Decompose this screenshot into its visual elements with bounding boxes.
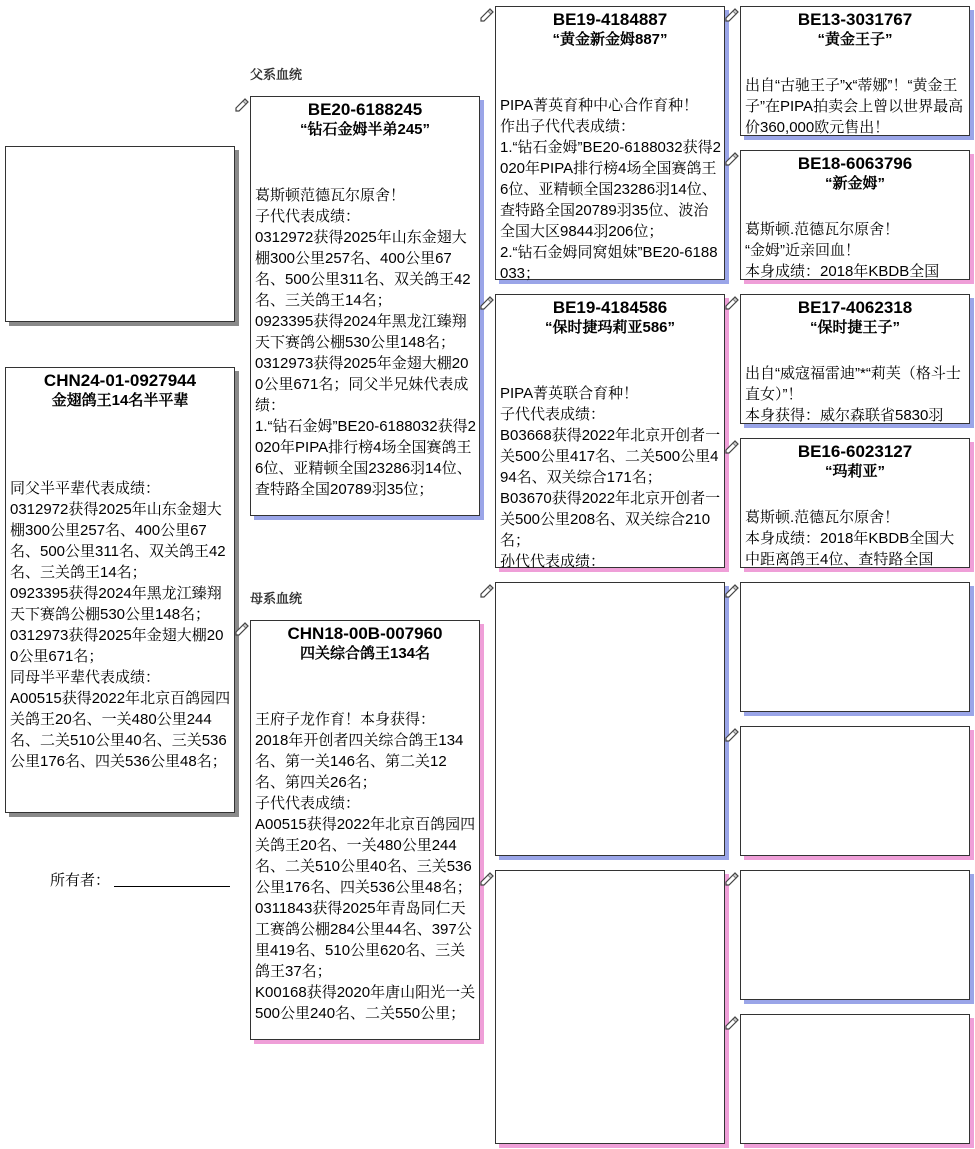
pigeon-photo-frame [5, 146, 235, 322]
ssd-card [740, 150, 970, 280]
dsd-card [740, 726, 970, 856]
edit-pencil-icon[interactable] [724, 584, 739, 599]
sss-ring-number: BE13-3031767 [797, 10, 913, 29]
dam-card [250, 620, 480, 1040]
dam-name: 四关综合鸽王134名 [299, 645, 431, 662]
sire-dam-ring-number: BE19-4184586 [552, 298, 668, 317]
sdd-card [740, 438, 970, 568]
sire-name: “钻石金姆半弟245” [299, 121, 431, 138]
dam-dam-card [495, 870, 725, 1144]
edit-pencil-icon[interactable] [724, 152, 739, 167]
ddd-card [740, 1014, 970, 1144]
dds-card [740, 870, 970, 1000]
edit-pencil-icon[interactable] [479, 584, 494, 599]
ssd-ring-number: BE18-6063796 [797, 154, 913, 173]
sire-sire-card [495, 6, 725, 280]
sire-dam-card [495, 294, 725, 568]
sdd-description: 葛斯顿.范德瓦尔原舍！ 本身成绩：2018年KBDB全国大中距离鸽王4位、查特路全国 [745, 509, 955, 568]
sire-sire-ring-number: BE19-4184887 [552, 10, 668, 29]
subject-card [5, 367, 235, 813]
ssd-description: 葛斯顿.范德瓦尔原舍！ “金姆”近亲回血！ 本身成绩：2018年KBDB全国 [745, 221, 940, 280]
owner-label: 所有者： [50, 872, 111, 889]
edit-pencil-icon[interactable] [234, 98, 249, 113]
subject-name: 金翅鸽王14名半平辈 [51, 392, 189, 409]
subject-description: 同父半平辈代表成绩： 0312972获得2025年山东金翅大棚300公里257名、400公里67名、500公里311名、双关鸽王42名、三关鸽王14名； 0923395获得2024年黑龙江臻翔天下赛鸽公棚530公里148名； 0312973获得2025年金翅大棚200公里671名； 同母半平辈代表成绩： A00515获得2022年北京百鸽园四关鸽王20名、一关480公里244名、二关510公里40名、三关536公里176名、四关536公里48名； [10, 480, 231, 770]
sire-dam-description: PIPA菁英联合育种！ 子代代表成绩： B03668获得2022年北京开创者一关500公里417名、二关500公里494名、双关综合171名； B03670获得2022年北京开创者一关500公里208名、双关综合210名； 孙代代表成绩： [500, 385, 721, 570]
edit-pencil-icon[interactable] [724, 296, 739, 311]
edit-pencil-icon[interactable] [479, 872, 494, 887]
edit-pencil-icon[interactable] [724, 872, 739, 887]
edit-pencil-icon[interactable] [479, 8, 494, 23]
sire-line-label: 父系血统 [250, 67, 303, 82]
dam-line-label: 母系血统 [250, 591, 303, 606]
dss-card [740, 582, 970, 712]
ssd-name: “新金姆” [824, 175, 885, 192]
sds-name: “保时捷王子” [809, 319, 900, 336]
sire-sire-name: “黄金新金姆887” [552, 31, 668, 48]
owner-input-line[interactable] [114, 886, 230, 887]
dam-description: 王府子龙作育！本身获得： 2018年开创者四关综合鸽王134名、第一关146名、第二关12名、第四关26名； 子代代表成绩： A00515获得2022年北京百鸽园四关鸽王20名、一关480公里244名、二关510公里40名、三关536公里176名、四关536公里48名； 0311843获得2025年青岛同仁天工赛鸽公棚284公里44名、397公里419名、510公里620名、三关鸽王37名； K00168获得2020年唐山阳光一关500公里240名、二关550公里； [255, 711, 476, 1022]
edit-pencil-icon[interactable] [724, 8, 739, 23]
edit-pencil-icon[interactable] [724, 1016, 739, 1031]
sire-ring-number: BE20-6188245 [307, 100, 423, 119]
sss-description: 出自“古驰王子”x“蒂娜”！“黄金王子”在PIPA拍卖会上曾以世界最高价360,000欧元售出！ [745, 77, 964, 136]
sds-card [740, 294, 970, 424]
dam-ring-number: CHN18-00B-007960 [287, 624, 443, 643]
edit-pencil-icon[interactable] [234, 622, 249, 637]
edit-pencil-icon[interactable] [724, 440, 739, 455]
sdd-ring-number: BE16-6023127 [797, 442, 913, 461]
sire-sire-description: PIPA菁英育种中心合作育种！ 作出子代代表成绩： 1.“钻石金姆”BE20-6188032获得2020年PIPA排行榜4场全国赛鸽王6位、亚精顿全国23286羽14位、查特路全国20789羽35位、波治全国大区9844羽206位； 2.“钻石金姆同窝姐妹”BE20-6188033； [500, 97, 721, 282]
sire-dam-name: “保时捷玛莉亚586” [544, 319, 676, 336]
sds-description: 出自“威寇福雷迪”*“莉芙（格斗士直女）”！ 本身获得：威尔森联省5830羽 [745, 365, 961, 424]
sss-name: “黄金王子” [817, 31, 893, 48]
edit-pencil-icon[interactable] [724, 728, 739, 743]
sdd-name: “玛莉亚” [824, 463, 885, 480]
sire-card [250, 96, 480, 516]
subject-ring-number: CHN24-01-0927944 [43, 371, 197, 390]
sss-card [740, 6, 970, 136]
dam-sire-card [495, 582, 725, 856]
sire-description: 葛斯顿范德瓦尔原舍！ 子代代表成绩： 0312972获得2025年山东金翅大棚300公里257名、400公里67名、500公里311名、双关鸽王42名、三关鸽王14名； 0923395获得2024年黑龙江臻翔天下赛鸽公棚530公里148名； 0312973获得2025年金翅大棚200公里671名；同父半兄妹代表成绩： 1.“钻石金姆”BE20-6188032获得2020年PIPA排行榜4场全国赛鸽王6位、亚精顿全国23286羽14位、查特路全国20789羽35位； [255, 187, 476, 498]
edit-pencil-icon[interactable] [479, 296, 494, 311]
sds-ring-number: BE17-4062318 [797, 298, 913, 317]
